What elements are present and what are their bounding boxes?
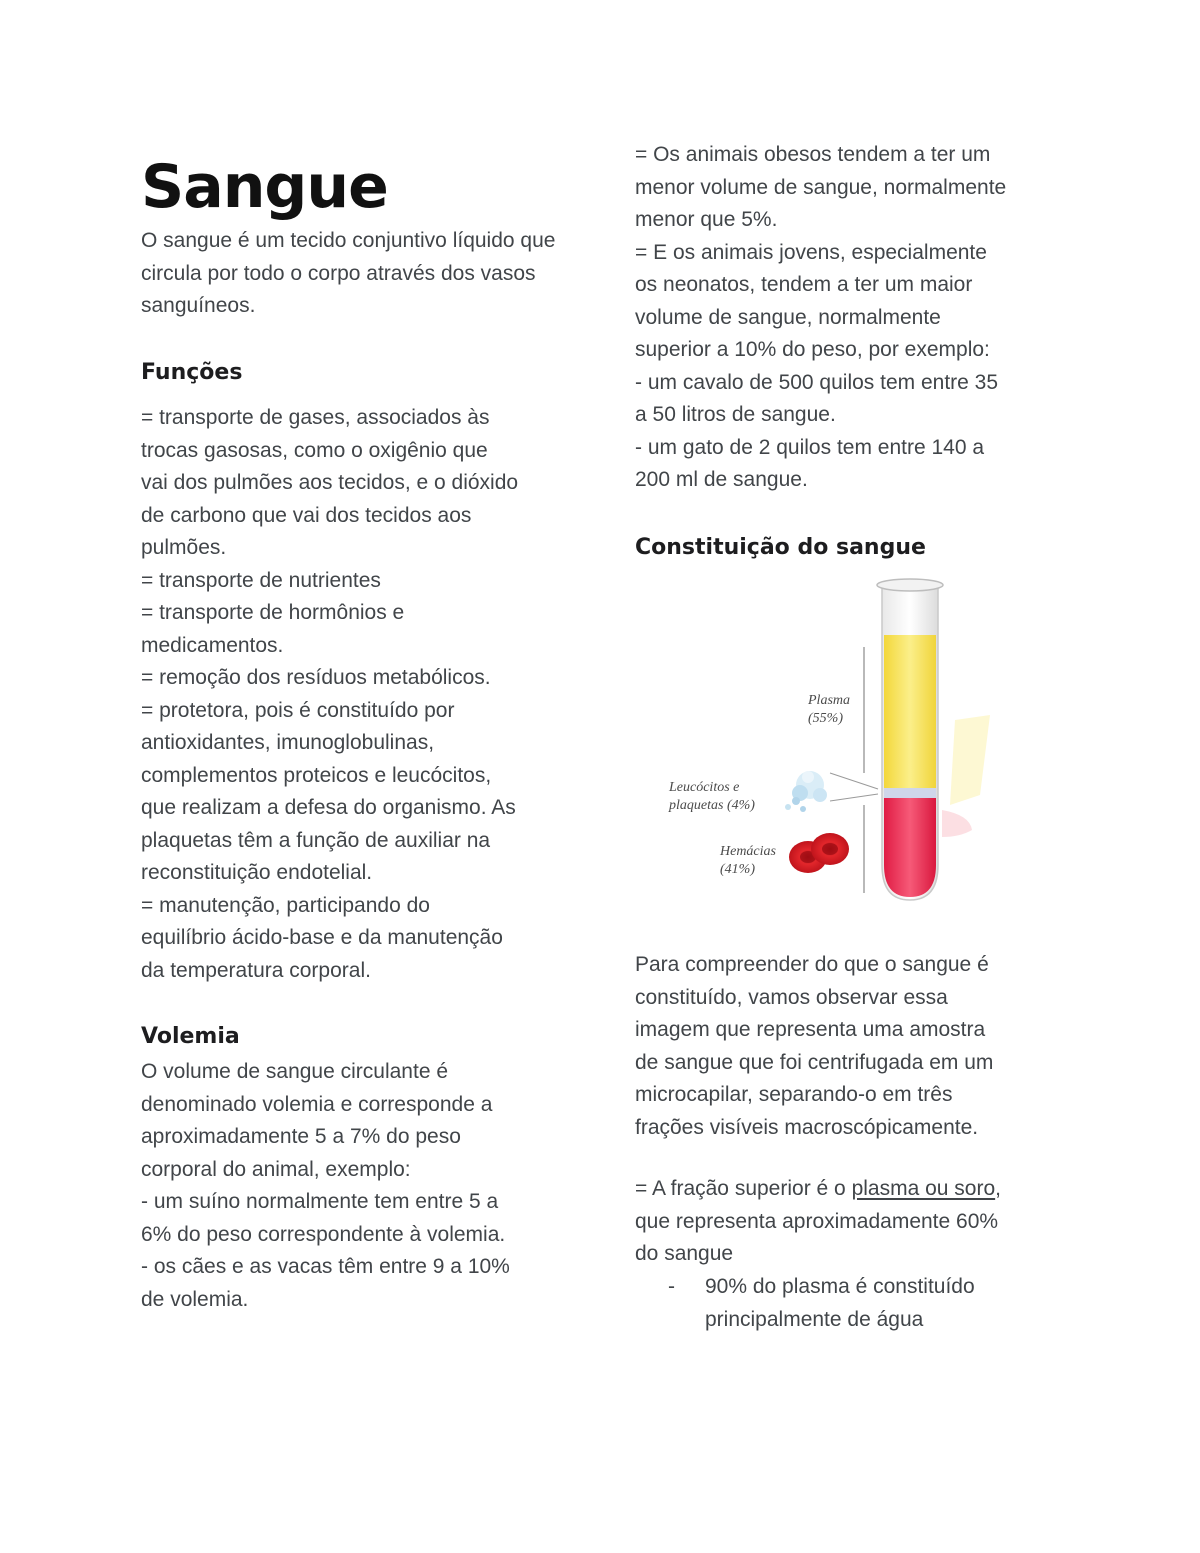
right-line: - um gato de 2 quilos tem entre 140 a: [635, 435, 985, 459]
funcoes-line: trocas gasosas, como o oxigênio que: [141, 438, 488, 462]
funcoes-list: [141, 402, 581, 987]
plasma-ou-soro-underlined: plasma ou soro: [851, 1177, 996, 1200]
hemacias-pct-label: (41%): [720, 862, 755, 877]
funcoes-line: que realizam a defesa do organismo. As: [141, 796, 516, 819]
volemia-continued: [635, 139, 1075, 497]
right-line: menor volume de sangue, normalmente: [635, 175, 1007, 199]
red-cell-layer: [884, 798, 936, 897]
plasma-layer: [884, 635, 936, 788]
plasma-pct-label: (55%): [808, 711, 843, 726]
volemia-line: 6% do peso correspondente à volemia.: [141, 1222, 506, 1246]
volemia-line: aproximadamente 5 a 7% do peso: [141, 1125, 461, 1148]
fracao-paragraph: [635, 1173, 1075, 1271]
right-line: superior a 10% do peso, por exemplo:: [635, 338, 990, 361]
right-line: 200 ml de sangue.: [635, 468, 808, 491]
funcoes-line: medicamentos.: [141, 633, 284, 657]
fracao-prefix: = A fração superior é o: [635, 1177, 852, 1200]
constituicao-line: constituído, vamos observar essa: [635, 985, 948, 1009]
constituicao-line: frações visíveis macroscópicamente.: [635, 1115, 979, 1139]
buffy-pointer-top: [830, 773, 878, 789]
intro-paragraph: [141, 225, 581, 323]
tube-rim: [877, 579, 943, 591]
reflection-yellow: [950, 715, 990, 805]
blood-tube-figure: [660, 575, 1005, 905]
funcoes-line: antioxidantes, imunoglobulinas,: [141, 731, 435, 754]
funcoes-line: de carbono que vai dos tecidos aos: [141, 503, 472, 527]
volemia-line: - um suíno normalmente tem entre 5 a: [141, 1190, 499, 1213]
intro-text: O sangue é um tecido conjuntivo líquido que circula por todo o corpo através dos vasos sanguíneos.: [141, 229, 556, 317]
page-title: Sangue: [141, 152, 388, 222]
funcoes-line: = transporte de hormônios e: [141, 601, 405, 624]
volemia-line: de volemia.: [141, 1287, 249, 1311]
volemia-body: [141, 1056, 581, 1316]
funcoes-line: da temperatura corporal.: [141, 958, 371, 982]
bullet-text: [705, 1271, 1065, 1336]
funcoes-line: = manutenção, participando do: [141, 893, 430, 917]
right-line: = Os animais obesos tendem a ter um: [635, 143, 991, 166]
volemia-heading: Volemia: [141, 1024, 240, 1049]
buffy-coat-layer: [884, 788, 936, 798]
leuco-label-2: plaquetas (4%): [669, 798, 755, 813]
right-line: menor que 5%.: [635, 208, 778, 231]
funcoes-line: pulmões.: [141, 536, 227, 559]
bullet-line: principalmente de água: [705, 1307, 924, 1331]
right-line: volume de sangue, normalmente: [635, 305, 941, 329]
right-line: = E os animais jovens, especialmente: [635, 240, 987, 264]
funcoes-heading: Funções: [141, 360, 243, 385]
constituicao-line: microcapilar, separando-o em três: [635, 1083, 953, 1106]
funcoes-line: = remoção dos resíduos metabólicos.: [141, 666, 491, 689]
volemia-line: - os cães e as vacas têm entre 9 a 10%: [141, 1255, 510, 1278]
right-line: a 50 litros de sangue.: [635, 403, 836, 426]
buffy-pointer-bottom: [830, 794, 878, 801]
blood-tube-illustration: [660, 575, 1005, 905]
funcoes-line: = transporte de nutrientes: [141, 568, 381, 592]
funcoes-line: = protetora, pois é constituído por: [141, 698, 455, 722]
volemia-line: corporal do animal, exemplo:: [141, 1157, 411, 1181]
funcoes-line: reconstituição endotelial.: [141, 861, 373, 884]
fracao-line: que representa aproximadamente 60%: [635, 1209, 999, 1233]
constituicao-line: de sangue que foi centrifugada em um: [635, 1050, 994, 1074]
leukocyte-cluster: [785, 771, 827, 812]
hemacias-label: Hemácias: [720, 844, 776, 859]
reflection-red: [942, 810, 972, 837]
constituicao-line: Para compreender do que o sangue é: [635, 953, 989, 976]
funcoes-line: vai dos pulmões aos tecidos, e o dióxido: [141, 471, 519, 494]
right-line: - um cavalo de 500 quilos tem entre 35: [635, 370, 999, 394]
leuco-label: Leucócitos e: [669, 780, 740, 795]
funcoes-line: plaquetas têm a função de auxiliar na: [141, 828, 491, 852]
fracao-first-line: [635, 1173, 1075, 1206]
volemia-line: O volume de sangue circulante é: [141, 1060, 449, 1083]
volemia-section: [141, 1022, 581, 1052]
bullet-dash: -: [668, 1275, 675, 1298]
funcoes-line: = transporte de gases, associados às: [141, 406, 490, 429]
right-line: os neonatos, tendem a ter um maior: [635, 273, 973, 296]
volemia-line: denominado volemia e corresponde a: [141, 1092, 493, 1116]
funcoes-section: [141, 358, 581, 388]
constituicao-heading: Constituição do sangue: [635, 535, 926, 560]
constituicao-section: [635, 533, 1075, 563]
red-blood-cells: [789, 833, 849, 873]
funcoes-line: equilíbrio ácido-base e da manutenção: [141, 926, 503, 949]
bullet-line: 90% do plasma é constituído: [705, 1275, 975, 1298]
constituicao-line: imagem que representa uma amostra: [635, 1018, 986, 1041]
plasma-label: Plasma: [808, 693, 850, 708]
funcoes-line: complementos proteicos e leucócitos,: [141, 763, 492, 787]
constituicao-paragraph: [635, 949, 1075, 1144]
fracao-line: do sangue: [635, 1242, 734, 1265]
fracao-suffix: ,: [995, 1177, 1001, 1200]
